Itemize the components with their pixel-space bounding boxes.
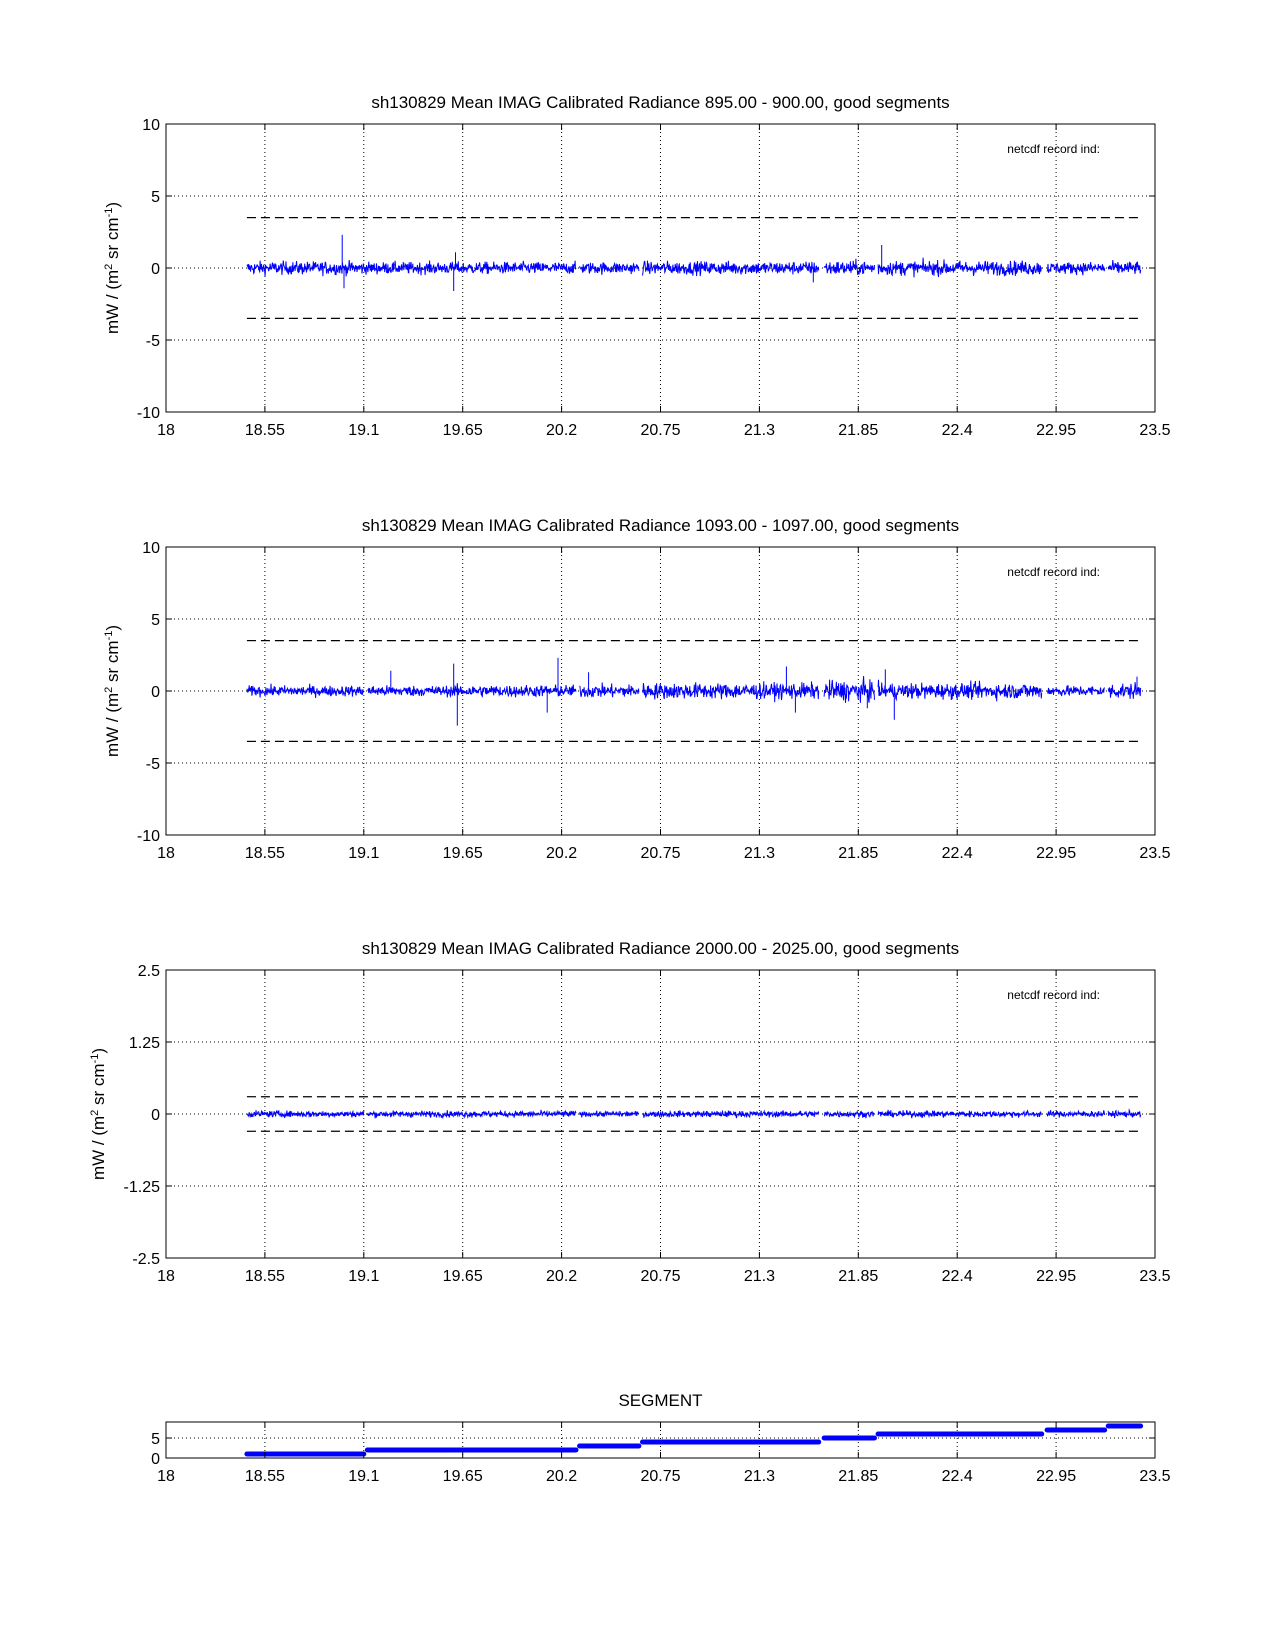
- x-tick-label: 21.85: [838, 845, 879, 862]
- x-tick-label: 22.4: [941, 1468, 973, 1485]
- x-tick-label: 19.65: [442, 845, 483, 862]
- x-tick-label: 21.3: [743, 845, 775, 862]
- chart-title: sh130829 Mean IMAG Calibrated Radiance 895.00 - 900.00, good segments: [371, 93, 950, 112]
- x-tick-label: 18.55: [244, 845, 285, 862]
- x-tick-label: 20.75: [640, 1268, 681, 1285]
- x-tick-label: 22.95: [1036, 1268, 1077, 1285]
- x-tick-label: 22.4: [941, 422, 973, 439]
- x-tick-label: 19.65: [442, 422, 483, 439]
- x-tick-label: 23.5: [1139, 1268, 1171, 1285]
- y-tick-label: 10: [142, 117, 160, 134]
- y-axis-label: mW / ($m^2$ sr $cm^{-1}$): [103, 201, 122, 335]
- x-tick-label: 21.3: [743, 1268, 775, 1285]
- x-tick-label: 18.55: [244, 1468, 285, 1485]
- y-tick-label: -1.25: [123, 1179, 160, 1196]
- x-tick-label: 19.1: [348, 1268, 380, 1285]
- chart-title: sh130829 Mean IMAG Calibrated Radiance 1093.00 - 1097.00, good segments: [361, 516, 960, 535]
- x-tick-label: 20.2: [546, 422, 578, 439]
- y-tick-label: -10: [136, 828, 160, 845]
- y-tick-label: -5: [145, 756, 160, 773]
- chart-title: SEGMENT: [618, 1391, 703, 1410]
- x-tick-label: 19.65: [442, 1468, 483, 1485]
- x-tick-label: 19.65: [442, 1268, 483, 1285]
- x-tick-label: 21.3: [743, 422, 775, 439]
- x-tick-label: 19.1: [348, 845, 380, 862]
- x-tick-label: 21.3: [743, 1468, 775, 1485]
- x-tick-label: 22.4: [941, 1268, 973, 1285]
- annotation-text: netcdf record ind:: [1007, 988, 1100, 1002]
- x-tick-label: 18.55: [244, 1268, 285, 1285]
- y-tick-label: 5: [151, 1431, 160, 1448]
- y-tick-label: 2.5: [137, 963, 160, 980]
- x-tick-label: 20.75: [640, 422, 681, 439]
- y-tick-label: 10: [142, 540, 160, 557]
- x-tick-label: 20.75: [640, 845, 681, 862]
- x-tick-label: 21.85: [838, 422, 879, 439]
- x-tick-label: 18.55: [244, 422, 285, 439]
- chart-title: sh130829 Mean IMAG Calibrated Radiance 2000.00 - 2025.00, good segments: [361, 939, 960, 958]
- y-axis-label: mW / ($m^2$ sr $cm^{-1}$): [103, 624, 122, 758]
- y-tick-label: 1.25: [128, 1035, 160, 1052]
- x-tick-label: 23.5: [1139, 845, 1171, 862]
- x-tick-label: 19.1: [348, 1468, 380, 1485]
- y-tick-label: 0: [151, 1107, 160, 1124]
- x-tick-label: 21.85: [838, 1468, 879, 1485]
- annotation-text: netcdf record ind:: [1007, 565, 1100, 579]
- x-tick-label: 21.85: [838, 1268, 879, 1285]
- y-tick-label: -2.5: [132, 1251, 160, 1268]
- y-tick-label: 0: [151, 1451, 160, 1468]
- y-tick-label: -5: [145, 333, 160, 350]
- x-tick-label: 18: [157, 422, 175, 439]
- y-tick-label: 0: [151, 684, 160, 701]
- y-tick-label: 0: [151, 261, 160, 278]
- y-tick-label: 5: [151, 612, 160, 629]
- x-tick-label: 18: [157, 1468, 175, 1485]
- x-tick-label: 18: [157, 1268, 175, 1285]
- y-tick-label: 5: [151, 189, 160, 206]
- annotation-text: netcdf record ind:: [1007, 142, 1100, 156]
- x-tick-label: 22.95: [1036, 1468, 1077, 1485]
- x-tick-label: 22.95: [1036, 845, 1077, 862]
- x-tick-label: 20.2: [546, 1468, 578, 1485]
- x-tick-label: 19.1: [348, 422, 380, 439]
- x-tick-label: 20.75: [640, 1468, 681, 1485]
- y-tick-label: -10: [136, 405, 160, 422]
- x-tick-label: 23.5: [1139, 1468, 1171, 1485]
- x-tick-label: 22.4: [941, 845, 973, 862]
- y-axis-label: mW / ($m^2$ sr $cm^{-1}$): [89, 1047, 108, 1181]
- x-tick-label: 23.5: [1139, 422, 1171, 439]
- x-tick-label: 20.2: [546, 845, 578, 862]
- x-tick-label: 22.95: [1036, 422, 1077, 439]
- x-tick-label: 20.2: [546, 1268, 578, 1285]
- x-tick-label: 18: [157, 845, 175, 862]
